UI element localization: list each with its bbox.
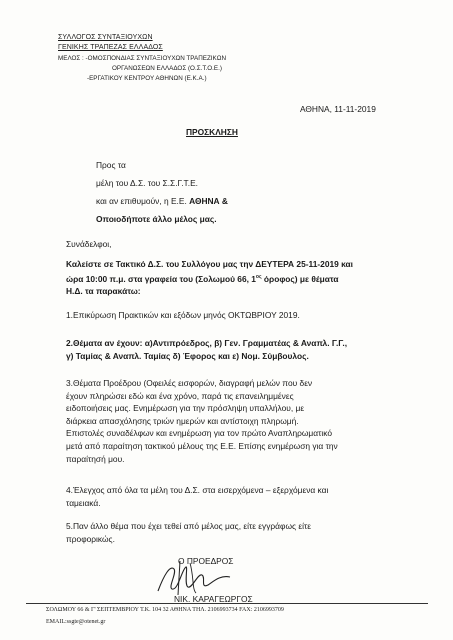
recipients-line2-bold: ΑΘΗΝΑ & bbox=[189, 196, 228, 206]
document-title: ΠΡΟΣΚΛΗΣΗ bbox=[186, 127, 238, 137]
agenda-item-line: γ) Ταμίας & Αναπλ. Ταμίας δ) Έφορος και ε) Νομ. Σύμβουλος. bbox=[66, 350, 309, 361]
agenda-item-line: 5.Παν άλλο θέμα που έχει τεθεί από μέλος μας, είτε εγγράφως είτε bbox=[66, 521, 311, 531]
invitation-line1: Καλείστε σε Τακτικό Δ.Σ. του Συλλόγου μας την ΔΕΥΤΕΡΑ 25-11-2019 και bbox=[66, 259, 353, 269]
recipients-line2 bbox=[96, 196, 228, 206]
footer-email: EMAIL:ssgte@otenet.gr bbox=[46, 619, 106, 625]
invitation-paragraph bbox=[66, 258, 406, 298]
agenda-item-line: μετά από παραίτηση τακτικού μέλους της Ε.Ε. Επίσης ενημέρωση για την bbox=[66, 440, 338, 451]
agenda-item-5 bbox=[66, 520, 311, 545]
greeting: Συνάδελφοι, bbox=[66, 239, 112, 249]
agenda-item-4 bbox=[66, 484, 328, 509]
agenda-item-line: ειδοποιήσεις μας. Ενημέρωση για την πρόσληψη υπαλλήλου, με bbox=[66, 403, 305, 414]
agenda-item-2 bbox=[66, 337, 347, 362]
invitation-line2-sup: ος bbox=[255, 273, 262, 280]
org-name-line2: ΓΕΝΙΚΗΣ ΤΡΑΠΕΖΑΣ ΕΛΛΑΔΟΣ bbox=[58, 44, 163, 51]
membership-line1: ΜΕΛΟΣ : -ΟΜΟΣΠΟΝΔΙΑΣ ΣΥΝΤΑΞΙΟΥΧΩΝ ΤΡΑΠΕΖΙΚΩΝ bbox=[58, 55, 227, 62]
agenda-item-line: 2.Θέματα αν έχουν: α)Αντιπρόεδρος, β) Γεν. Γραμματέας & Αναπλ. Γ.Γ., bbox=[66, 338, 348, 348]
agenda-item-line: Επιστολές συναδέλφων και ενημέρωση για τον πρώτο Αναπληρωματικό bbox=[66, 428, 332, 439]
membership-line3: -ΕΡΓΑΤΙΚΟΥ ΚΕΝΤΡΟΥ ΑΘΗΝΩΝ (Ε.Κ.Α.) bbox=[87, 75, 207, 82]
org-name-line1: ΣΥΛΛΟΓΟΣ ΣΥΝΤΑΞΙΟΥΧΩΝ bbox=[58, 34, 153, 41]
agenda-item-line: έχουν πληρώσει εδώ και ένα χρόνο, παρά τις επανειλημμένες bbox=[66, 390, 294, 401]
agenda-item-line: 1.Επικύρωση Πρακτικών και εξόδων μηνός ΟΚΤΩΒΡΙΟΥ 2019. bbox=[66, 310, 300, 320]
agenda-item-line: 3.Θέματα Προέδρου (Οφειλές εισφορών, διαγραφή μελών που δεν bbox=[66, 378, 313, 388]
membership-line2: ΟΡΓΑΝΩΣΕΩΝ ΕΛΛΑΔΟΣ (Ο.Σ.Τ.Ο.Ε.) bbox=[112, 65, 222, 72]
agenda-item-1 bbox=[66, 309, 300, 322]
agenda-item-line: παραίτησή μου. bbox=[66, 453, 125, 464]
invitation-line2 bbox=[66, 271, 406, 285]
recipients-to: Προς τα bbox=[96, 160, 126, 170]
invitation-line2-b: όροφος) με θέματα bbox=[261, 273, 339, 284]
recipients-line2-prefix: και αν επιθυμούν, η Ε.Ε. bbox=[96, 196, 187, 206]
footer-address: ΣΟΛΩΜΟΥ 66 & Γ' ΣΕΠΤΕΜΒΡΙΟΥ Τ.Κ. 104 32 ΑΘΗΝΑ ΤΗΛ. 2106993734 FAX: 2106993709 bbox=[46, 607, 284, 613]
invitation-line2-a: ώρα 10:00 π.μ. στα γραφεία του (Σολωμού 66, 1 bbox=[66, 273, 256, 284]
agenda-item-line: διάρκεια απασχόλησης τριών ημερών και αντίστοιχη πληρωμή. bbox=[66, 415, 299, 426]
agenda-item-line: ταμειακά. bbox=[66, 497, 101, 508]
signatory-name: ΝΙΚ. ΚΑΡΑΓΕΩΡΓΟΣ bbox=[174, 594, 253, 604]
footer-divider bbox=[26, 603, 428, 604]
agenda-item-3 bbox=[66, 377, 338, 465]
agenda-item-line: 4.Έλεγχος από όλα τα μέλη του Δ.Σ. στα εισερχόμενα – εξερχόμενα και bbox=[66, 485, 329, 495]
agenda-item-line: προφορικώς. bbox=[66, 533, 115, 544]
invitation-line3: Η.Δ. τα παρακάτω: bbox=[66, 285, 141, 296]
signatory-role: Ο ΠΡΟΕΔΡΟΣ bbox=[178, 556, 234, 566]
recipients-line1: μέλη του Δ.Σ. του Σ.Σ.Γ.Τ.Ε. bbox=[96, 178, 198, 188]
document-date: ΑΘΗΝΑ, 11-11-2019 bbox=[300, 104, 376, 114]
recipients-line3: Οποιοδήποτε άλλο μέλος μας. bbox=[96, 214, 217, 224]
